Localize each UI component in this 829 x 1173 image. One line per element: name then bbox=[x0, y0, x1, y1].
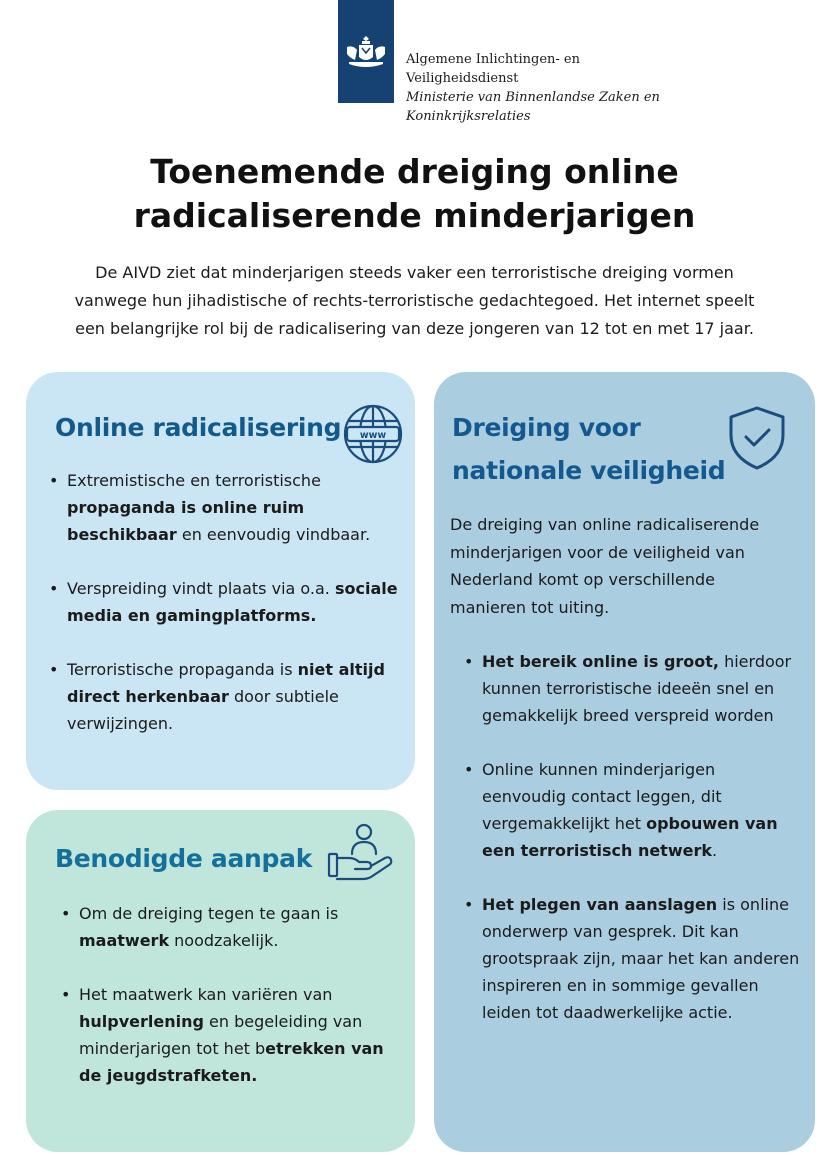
list-item: • Om de dreiging tegen te gaan is maatwerk noodzakelijk. bbox=[61, 900, 401, 954]
online-radicalisering-card bbox=[26, 372, 415, 790]
card-heading: Benodigde aanpak bbox=[55, 844, 313, 873]
page-title bbox=[0, 150, 829, 238]
coat-of-arms-icon bbox=[343, 32, 389, 72]
list-item: • Het maatwerk kan variëren van hulpverlening en begeleiding van minderjarigen tot het betrekken van de jeugdstrafketen. bbox=[61, 981, 401, 1089]
card-heading: Online radicalisering bbox=[55, 413, 342, 442]
ministry-line2: Koninkrijksrelaties bbox=[406, 109, 531, 124]
list-item: • Het bereik online is groot, hierdoor kunnen terroristische ideeën snel en gemakkelijk breed verspreid worden bbox=[464, 648, 804, 729]
ministry-line1: Ministerie van Binnenlandse Zaken en bbox=[406, 90, 660, 105]
shield-check-icon bbox=[726, 405, 788, 471]
list-item: • Online kunnen minderjarigen eenvoudig contact leggen, dit vergemakkelijkt het opbouwen van een terroristisch netwerk. bbox=[464, 756, 804, 864]
aanpak-list bbox=[61, 900, 401, 1116]
benodigde-aanpak-card bbox=[26, 810, 415, 1152]
title-line1: Toenemende dreiging online bbox=[150, 152, 679, 191]
intro-line1: De AIVD ziet dat minderjarigen steeds vaker een terroristische dreiging vormen bbox=[95, 263, 734, 282]
org-name-line1: Algemene Inlichtingen- en bbox=[406, 52, 580, 67]
government-logo bbox=[338, 0, 394, 103]
list-item: • Extremistische en terroristische propaganda is online ruim beschikbaar en eenvoudig vindbaar. bbox=[49, 467, 399, 548]
intro-text bbox=[55, 259, 774, 343]
online-list bbox=[49, 467, 399, 764]
list-item: • Verspreiding vindt plaats via o.a. sociale media en gamingplatforms. bbox=[49, 575, 399, 629]
list-item: • Terroristische propaganda is niet altijd direct herkenbaar door subtiele verwijzingen. bbox=[49, 656, 399, 737]
dreiging-list bbox=[464, 648, 804, 1053]
dreiging-card bbox=[434, 372, 815, 1152]
hand-person-icon bbox=[326, 822, 396, 882]
org-name-line2: Veiligheidsdienst bbox=[406, 71, 519, 86]
globe-www-icon bbox=[342, 403, 404, 465]
intro-line2: vanwege hun jihadistische of rechts-terroristische gedachtegoed. Het internet speelt bbox=[74, 291, 755, 310]
svg-text:www: www bbox=[359, 430, 387, 441]
intro-line3: een belangrijke rol bij de radicalisering van deze jongeren van 12 tot en met 17 jaar. bbox=[75, 319, 754, 338]
list-item: • Het plegen van aanslagen is online onderwerp van gesprek. Dit kan grootspraak zijn, maar het kan anderen inspireren en in sommige gevallen leiden tot daadwerkelijke actie. bbox=[464, 891, 804, 1026]
dreiging-paragraph: De dreiging van online radicaliserende minderjarigen voor de veiligheid van Nederland komt op verschillende manieren tot uiting. bbox=[450, 515, 760, 617]
organization-name bbox=[406, 50, 660, 126]
card-heading: Dreiging voor nationale veiligheid bbox=[452, 413, 726, 485]
title-line2: radicaliserende minderjarigen bbox=[133, 196, 696, 235]
